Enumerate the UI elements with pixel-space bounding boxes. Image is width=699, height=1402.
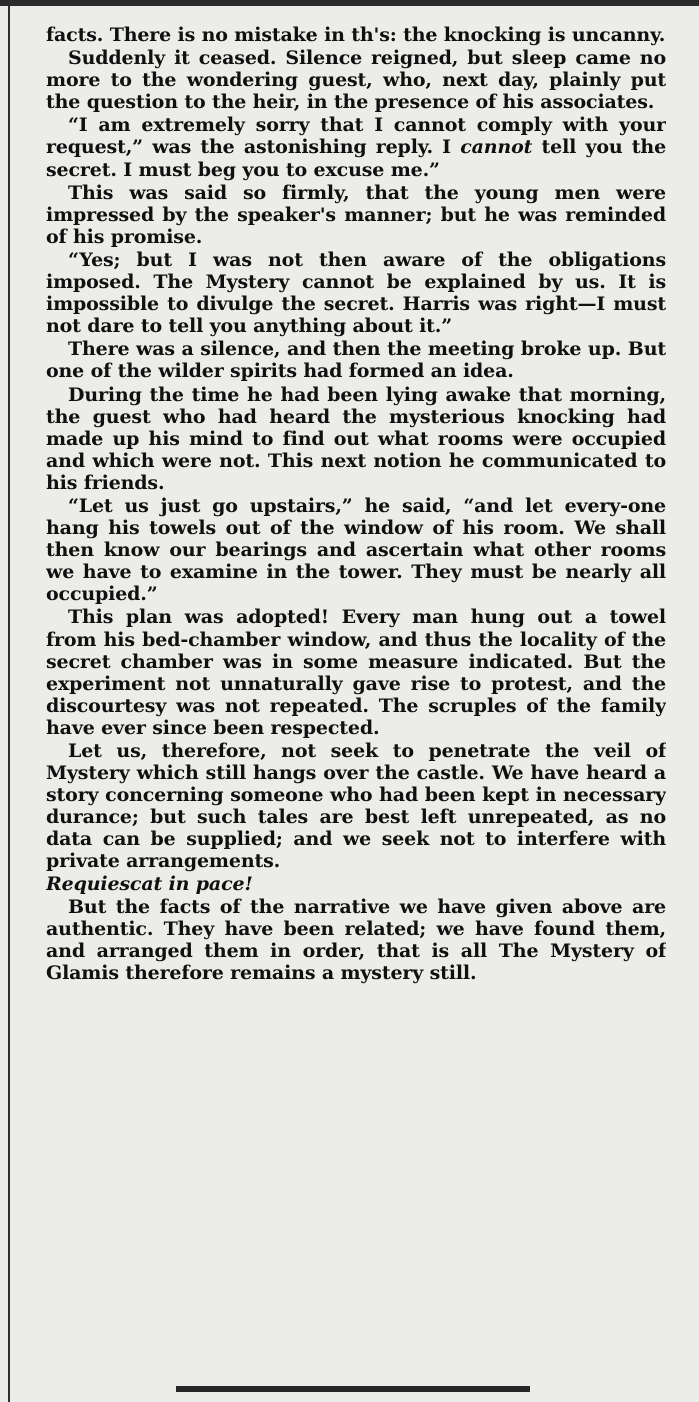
paragraph-text: There was a silence, and then the meeting broke up. But one of the wilder spirits had formed an idea. <box>46 338 666 383</box>
column-divider-rule <box>8 6 10 1402</box>
article-column <box>46 24 666 1369</box>
paragraph-text: “I am extremely sorry that I cannot comply with your request,” was the astonishing reply. I <box>46 114 666 159</box>
paragraph-text: facts. There is no mistake in th's: the knocking is uncanny. <box>46 24 666 46</box>
paragraph <box>46 24 666 46</box>
italic-emphasis: cannot <box>460 136 533 159</box>
paragraph <box>46 384 666 494</box>
paragraph-text: This plan was adopted! Every man hung out a towel from his bed-chamber window, and thus the locality of the secret chamber was in some measure indicated. But the experiment not unnaturally gave rise to protest, and the discourtesy was not repeated. The scruples of the family have ever since been respected. <box>46 606 666 739</box>
paragraph-text: tell you the secret. I must beg you to excuse me.” <box>46 136 666 181</box>
paragraph <box>46 740 666 895</box>
paragraph-text: This was said so firmly, that the young men were impressed by the speaker's manner; but he was reminded of his promise. <box>46 181 666 248</box>
paragraph <box>46 114 666 180</box>
paragraph-text: During the time he had been lying awake that morning, the guest who had heard the mysterious knocking had made up his mind to find out what rooms were occupied and which were not. This next notion he communicated to his friends. <box>46 383 666 494</box>
italic-closing-line: Requiescat in pace! <box>46 872 253 895</box>
paragraph <box>46 338 666 382</box>
paragraph-text: Suddenly it ceased. Silence reigned, but sleep came no more to the wondering guest, who, next day, plainly put the question to the heir, in the presence of his associates. <box>46 47 666 114</box>
paragraph-text: Let us, therefore, not seek to penetrate the veil of Mystery which still hangs over the castle. We have heard a story concerning someone who had been kept in necessary durance; but such tales are best left unrepeated, as no data can be supplied; and we seek not to interfere with private arrangements. <box>46 740 666 873</box>
paragraph <box>46 896 666 984</box>
paragraph-text: “Let us just go upstairs,” he said, “and let every-one hang his towels out of the window of his room. We shall then know our bearings and ascertain what other rooms we have to examine in the tower. They must be nearly all occupied.” <box>46 494 666 606</box>
paragraph-text: “Yes; but I was not then aware of the obligations imposed. The Mystery cannot be explained by us. It is impossible to divulge the secret. Harris was right—I must not dare to tell you anything about it.” <box>46 248 666 338</box>
paragraph <box>46 249 666 337</box>
paragraph <box>46 182 666 248</box>
top-border-rule <box>0 0 699 6</box>
paragraph <box>46 606 666 739</box>
article-end-rule <box>176 1386 530 1392</box>
paragraph-text: But the facts of the narrative we have given above are authentic. They have been related; we have found them, and arranged them in order, that is all The Mystery of Glamis therefore remains a mystery still. <box>46 895 666 984</box>
paragraph <box>46 495 666 605</box>
paragraph <box>46 47 666 113</box>
